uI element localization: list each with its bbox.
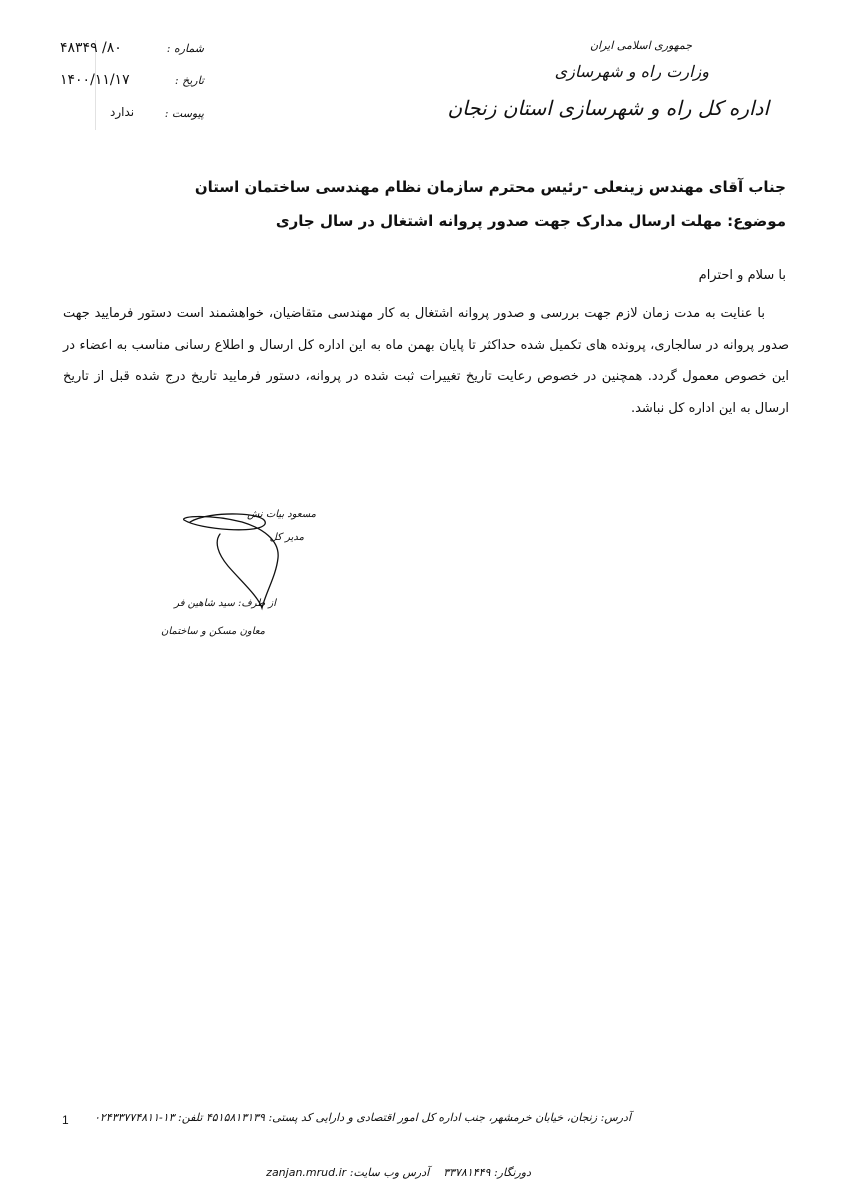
number-value: ۸۰/ ۴۸۳۴۹ <box>60 40 122 56</box>
letterhead-republic: جمهوری اسلامی ایران <box>589 39 692 52</box>
subject-line: موضوع: مهلت ارسال مدارک جهت صدور پروانه اشتغال در سال جاری <box>275 212 786 230</box>
on-behalf-line: از طرف: سید شاهین فر <box>174 598 276 609</box>
signer-name: مسعود بیات نش <box>247 509 316 520</box>
date-value: ۱۴۰۰/۱۱/۱۷ <box>60 72 130 88</box>
letterhead-ministry: وزارت راه و شهرسازی <box>554 62 709 81</box>
footer-website-label: آدرس وب سایت: <box>349 1166 430 1179</box>
page-number: 1 <box>62 1113 69 1127</box>
on-behalf-title: معاون مسکن و ساختمان <box>161 626 265 637</box>
signer-title: مدیر کل <box>269 532 304 543</box>
footer-address: آدرس: زنجان، خیابان خرمشهر، جنب اداره کل امور اقتصادی و دارایی کد پستی: ۴۵۱۵۸۱۳۱۳۹ تلفن: ۱۳-۰۲۴۳۳۷۷۴۸۱۱ <box>93 1111 631 1124</box>
footer-fax: دورنگار: ۳۳۷۸۱۴۴۹ <box>443 1166 531 1179</box>
attachment-value: ندارد <box>110 105 135 119</box>
letter-body-text: با عنایت به مدت زمان لازم جهت بررسی و صدور پروانه اشتغال به کار مهندسی متقاضیان، خواهشمند است دستور فرمایید جهت صدور پروانه در سالجاری، پرونده های تکمیل شده حداکثر تا پایان بهمن ماه به این اداره کل ارسال و اطلاع رسانی مناسب به اعضاء در این خصوص معمول گردد. همچنین در خصوص رعایت تاریخ تغییرات ثبت شده در پروانه، دستور فرمایید تاریخ درج شده قبل از تاریخ ارسال به این اداره کل نباشد. <box>63 306 789 416</box>
recipient-line: جناب آقای مهندس زینعلی -رئیس محترم سازمان نظام مهندسی ساختمان استان <box>194 178 786 196</box>
attachment-label: پیوست : <box>164 107 204 120</box>
meta-number-row <box>54 42 234 62</box>
letter-body <box>63 298 789 424</box>
date-label: تاریخ : <box>174 74 204 87</box>
meta-attachment-row <box>54 107 234 127</box>
meta-date-row <box>54 74 234 94</box>
footer-website-link[interactable]: zanjan.mrud.ir <box>266 1166 347 1179</box>
number-label: شماره : <box>166 42 204 55</box>
letterhead-directorate: اداره کل راه و شهرسازی استان زنجان <box>447 96 769 120</box>
footer-contact <box>266 1166 531 1179</box>
greeting: با سلام و احترام <box>698 268 786 283</box>
